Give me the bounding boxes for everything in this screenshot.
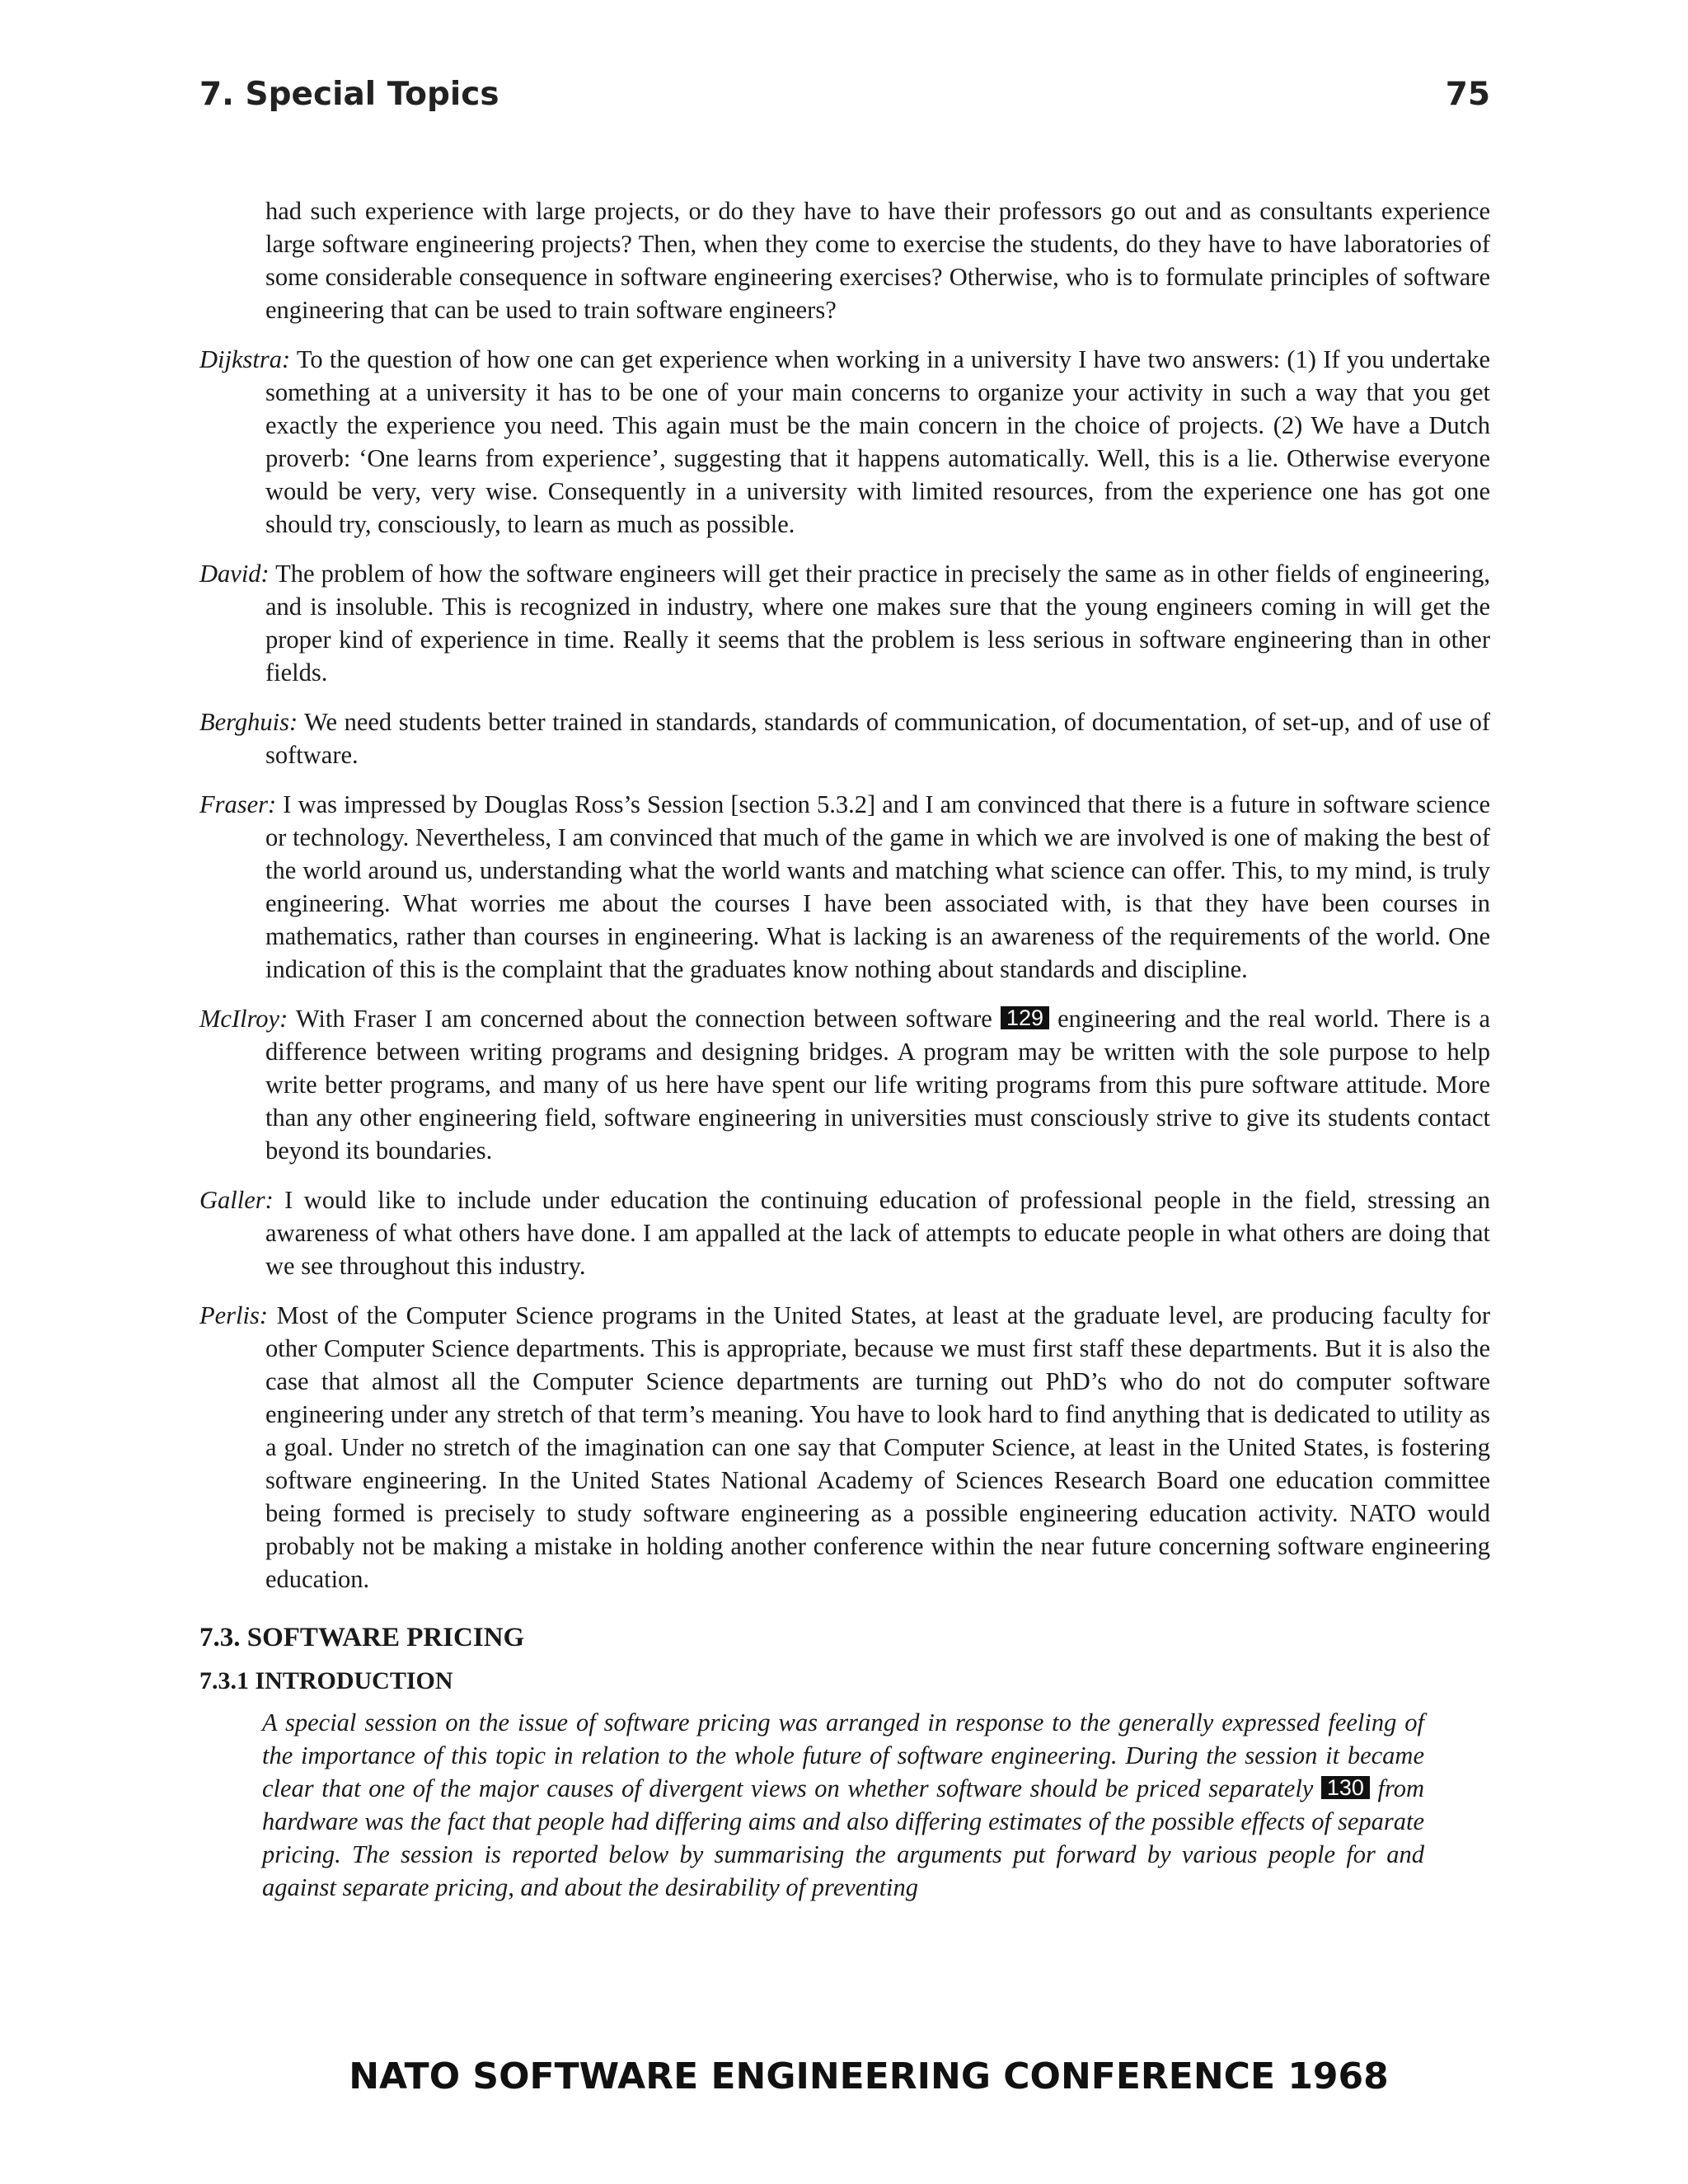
entry-text: Most of the Computer Science programs in the United States, at least at the graduate level, are producing faculty for other Computer Science departments. This is appropriate, because we must first staff these departments. But it is also the case that almost all the Computer Science departments are turning out PhD’s who do not do computer software engineering under any stretch of that term’s meaning. You have to look hard to find anything that is dedicated to utility as a goal. Under no stretch of the imagination can one say that Computer Science, at least in the United States, is fostering software engineering. In the United States National Academy of Sciences Research Board one education committee being formed is precisely to study software engineering as a possible engineering education activity. NATO would probably not be making a mistake in holding another conference within the near future concerning software engineering education. bbox=[265, 1301, 1490, 1593]
intro-text-after: from hardware was the fact that people had differing aims and also differing estimates of the possible effects of separate pricing. The session is reported below by summarising the arguments put forward by various people for and against separate pricing, and about the desirability of preventing bbox=[262, 1774, 1424, 1901]
discussion-entry-david bbox=[199, 557, 1490, 689]
page-number: 75 bbox=[1445, 76, 1490, 113]
speaker-name: Fraser: bbox=[199, 790, 277, 818]
section-heading: 7.3. SOFTWARE PRICING bbox=[199, 1623, 525, 1652]
continued-paragraph: had such experience with large projects, or do they have to have their professors go out and as consultants experience large software engineering projects? Then, when they come to exercise the students, do they have to have laboratories of some considerable consequence in software engineering exercises? Otherwise, who is to formulate principles of software engineering that can be used to train software engineers? bbox=[265, 197, 1490, 324]
entry-text: We need students better trained in standards, standards of communication, of documentation, of set-up, and of use of software. bbox=[265, 708, 1491, 769]
speaker-name: Galler: bbox=[199, 1186, 274, 1214]
discussion-entry-mcilroy bbox=[199, 1002, 1490, 1167]
chapter-title: 7. Special Topics bbox=[199, 76, 499, 113]
speaker-name: McIlroy: bbox=[199, 1005, 288, 1033]
page-body bbox=[199, 194, 1490, 1904]
entry-text-after: engineering and the real world. There is a difference between writing programs and designing bridges. A program may be written with the sole purpose to help write better programs, and many of us here have spent our life writing programs from this pure software attitude. More than any other engineering field, software engineering in universities must consciously strive to give its students contact beyond its boundaries. bbox=[265, 1005, 1491, 1165]
original-page-marker: 130 bbox=[1321, 1776, 1370, 1799]
discussion-entry-berghuis bbox=[199, 705, 1490, 771]
speaker-name: David: bbox=[199, 560, 270, 588]
discussion-entry-fraser bbox=[199, 788, 1490, 986]
discussion-entry-perlis bbox=[199, 1299, 1490, 1596]
running-header bbox=[199, 76, 1490, 125]
entry-text: The problem of how the software engineers will get their practice in precisely the same as in other fields of engineering, and is insoluble. This is recognized in industry, where one makes sure that the young engineers coming in will get the proper kind of experience in time. Really it seems that the problem is less serious in software engineering than in other fields. bbox=[265, 560, 1490, 687]
entry-text: I was impressed by Douglas Ross’s Session [section 5.3.2] and I am convinced that there is a future in software science or technology. Nevertheless, I am convinced that much of the game in which we are involved is one of making the best of the world around us, understanding what the world wants and matching what science can offer. This, to my mind, is truly engineering. What worries me about the courses I have been associated with, is that they have been courses in mathematics, rather than courses in engineering. What is lacking is an awareness of the requirements of the world. One indication of this is the complaint that the graduates know nothing about standards and discipline. bbox=[265, 790, 1491, 983]
subsection-heading: 7.3.1 INTRODUCTION bbox=[199, 1667, 453, 1694]
entry-text-before: With Fraser I am concerned about the connection between software bbox=[295, 1005, 992, 1033]
running-footer: NATO SOFTWARE ENGINEERING CONFERENCE 1968 bbox=[349, 2055, 1389, 2097]
original-page-marker: 129 bbox=[1001, 1006, 1049, 1029]
speaker-name: Berghuis: bbox=[199, 708, 298, 736]
introduction-paragraph bbox=[199, 1706, 1490, 1904]
entry-text: To the question of how one can get experience when working in a university I have two answers: (1) If you undertake something at a university it has to be one of your main concerns to organize your activity in such a way that you get exactly the experience you need. This again must be the main concern in the choice of projects. (2) We have a Dutch proverb: ‘One learns from experience’, suggesting that it happens automatically. Well, this is a lie. Otherwise everyone would be very, very wise. Consequently in a university with limited resources, from the experience one has got one should try, consciously, to learn as much as possible. bbox=[265, 345, 1491, 538]
discussion-entry-galler bbox=[199, 1183, 1490, 1282]
speaker-name: Perlis: bbox=[199, 1301, 269, 1329]
speaker-name: Dijkstra: bbox=[199, 345, 291, 373]
intro-text-before: A special session on the issue of software pricing was arranged in response to the generally expressed feeling of the importance of this topic in relation to the whole future of software engineering. During the session it became clear that one of the major causes of divergent views on whether software should be priced separately bbox=[262, 1708, 1424, 1802]
discussion-entry-dijkstra bbox=[199, 343, 1490, 541]
entry-text: I would like to include under education the continuing education of professional people in the field, stressing an awareness of what others have done. I am appalled at the lack of attempts to educate people in what others are doing that we see throughout this industry. bbox=[265, 1186, 1490, 1280]
